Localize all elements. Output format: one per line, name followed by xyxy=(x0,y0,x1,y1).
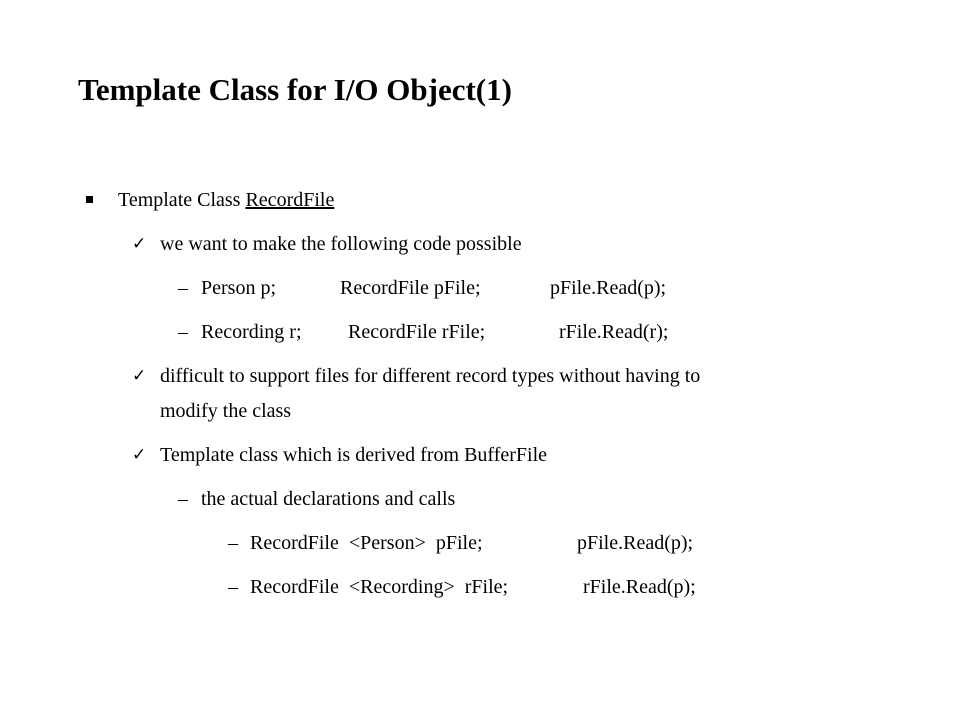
code-person-read: pFile.Read(p); xyxy=(550,277,667,299)
check-item-difficulty-line1: difficult to support files for different record types without having to xyxy=(160,365,701,387)
check-icon: ✓ xyxy=(132,445,147,465)
code-template-recording-decl: RecordFile <Recording> rFile; xyxy=(250,576,509,598)
code-recording-file: RecordFile rFile; xyxy=(348,321,486,343)
code-recording-decl: Recording r; xyxy=(201,321,302,343)
bullet-heading-classname: RecordFile xyxy=(245,189,335,211)
dash-marker: – xyxy=(178,488,188,510)
code-template-recording-read: rFile.Read(p); xyxy=(583,576,696,598)
code-template-person-read: pFile.Read(p); xyxy=(577,532,694,554)
code-template-person-decl: RecordFile <Person> pFile; xyxy=(250,532,483,554)
code-person-decl: Person p; xyxy=(201,277,276,299)
dash-marker: – xyxy=(228,532,238,554)
check-item-template-class: Template class which is derived from BufferFile xyxy=(160,444,548,466)
dash-marker: – xyxy=(178,277,188,299)
check-item-difficulty-line2: modify the class xyxy=(160,400,292,422)
slide-title: Template Class for I/O Object(1) xyxy=(78,72,512,107)
code-recording-read: rFile.Read(r); xyxy=(559,321,669,343)
check-icon: ✓ xyxy=(132,366,147,386)
square-bullet-icon xyxy=(86,196,93,203)
bullet-heading xyxy=(118,186,334,214)
code-person-file: RecordFile pFile; xyxy=(340,277,481,299)
dash-marker: – xyxy=(228,576,238,598)
check-icon: ✓ xyxy=(132,234,147,254)
dash-marker: – xyxy=(178,321,188,343)
check-item-goal: we want to make the following code possible xyxy=(160,233,522,255)
bullet-heading-prefix: Template Class xyxy=(118,189,246,211)
declarations-caption: the actual declarations and calls xyxy=(201,488,456,510)
